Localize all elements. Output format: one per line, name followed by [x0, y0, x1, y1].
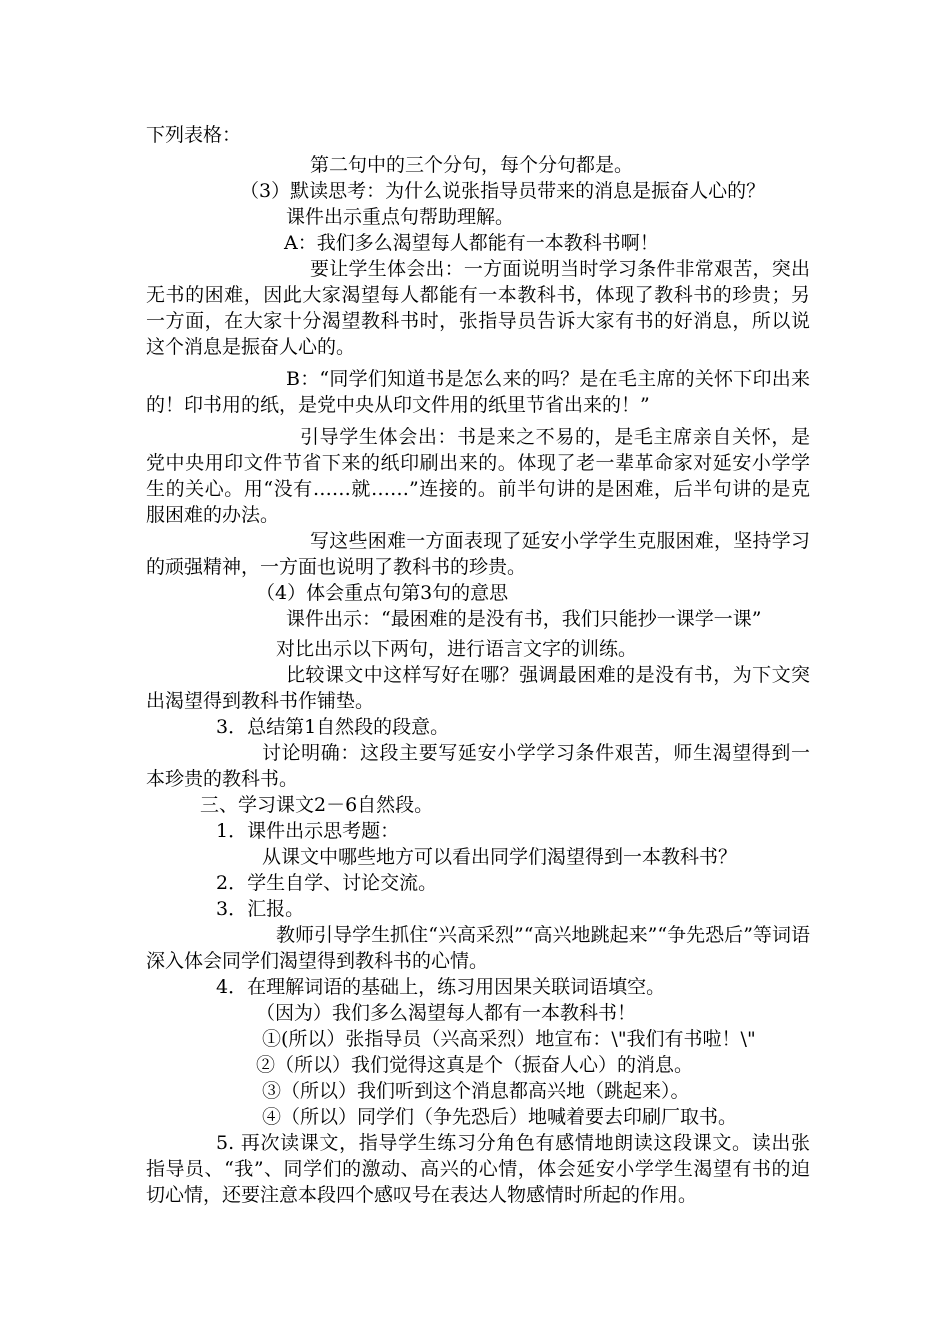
- paragraph: 教师引导学生抓住“兴高采烈”“高兴地跳起来”“争先恐后”等词语深入体会同学们渴望得到教科书的心情。: [146, 924, 810, 972]
- paragraph: 5. 再次读课文，指导学生练习分角色有感情地朗读这段课文。读出张指导员、“我”、同学们的激动、高兴的心情，体会延安小学学生渴望有书的迫切心情，还要注意本段四个感叹号在表达人物感情时所起的作用。: [146, 1132, 810, 1206]
- paragraph: 讨论明确：这段主要写延安小学学习条件艰苦，师生渴望得到一本珍贵的教科书。: [146, 742, 810, 790]
- paragraph: 写这些困难一方面表现了延安小学学生克服困难，坚持学习的顽强精神，一方面也说明了教科书的珍贵。: [146, 530, 810, 578]
- paragraph: （3）默读思考：为什么说张指导员带来的消息是振奋人心的？: [240, 180, 766, 202]
- paragraph: B：“同学们知道书是怎么来的吗？是在毛主席的关怀下印出来的！印书用的纸，是党中央从印文件用的纸里节省出来的！”: [146, 368, 810, 416]
- paragraph: A：我们多么渴望每人都能有一本教科书啊！: [284, 232, 659, 254]
- paragraph: 课件出示：“最困难的是没有书，我们只能抄一课学一课”: [286, 608, 762, 630]
- paragraph: 从课文中哪些地方可以看出同学们渴望得到一本教科书？: [262, 846, 738, 868]
- paragraph: 下列表格：: [146, 124, 242, 146]
- paragraph: 引导学生体会出：书是来之不易的，是毛主席亲自关怀，是党中央用印文件节省下来的纸印刷出来的。体现了老一辈革命家对延安小学学生的关心。用“没有……就……”连接的。前半句讲的是困难，后半句讲的是克服困难的办法。: [146, 426, 810, 526]
- paragraph: 4．在理解词语的基础上，练习用因果关联词语填空。: [216, 976, 666, 998]
- paragraph: （4）体会重点句第3句的意思: [256, 582, 509, 604]
- section-heading: 三、学习课文2－6自然段。: [200, 794, 434, 816]
- paragraph: 2．学生自学、讨论交流。: [216, 872, 438, 894]
- list-item: ④（所以）同学们（争先恐后）地喊着要去印刷厂取书。: [262, 1106, 738, 1128]
- paragraph: 3．总结第1自然段的段意。: [216, 716, 450, 738]
- list-item: ②（所以）我们觉得这真是个（振奋人心）的消息。: [256, 1054, 694, 1076]
- paragraph: 对比出示以下两句，进行语言文字的训练。: [276, 638, 638, 660]
- paragraph: 3．汇报。: [216, 898, 305, 920]
- paragraph: （因为）我们多么渴望每人都有一本教科书！: [256, 1002, 637, 1024]
- paragraph: 1．课件出示思考题：: [216, 820, 400, 842]
- list-item: ③（所以）我们听到这个消息都高兴地（跳起来）。: [262, 1080, 690, 1102]
- list-item: ①(所以）张指导员（兴高采烈）地宣布：\"我们有书啦！\": [262, 1028, 756, 1050]
- paragraph: 第二句中的三个分句，每个分句都是。: [310, 154, 634, 176]
- paragraph: 要让学生体会出：一方面说明当时学习条件非常艰苦，突出无书的困难，因此大家渴望每人都能有一本教科书，体现了教科书的珍贵；另一方面，在大家十分渴望教科书时，张指导员告诉大家有书的好消息，所以说这个消息是振奋人心的。: [146, 258, 810, 358]
- paragraph: 课件出示重点句帮助理解。: [286, 206, 515, 228]
- paragraph: 比较课文中这样写好在哪？强调最困难的是没有书，为下文突出渴望得到教科书作铺垫。: [146, 664, 810, 712]
- document-body: [146, 122, 810, 1208]
